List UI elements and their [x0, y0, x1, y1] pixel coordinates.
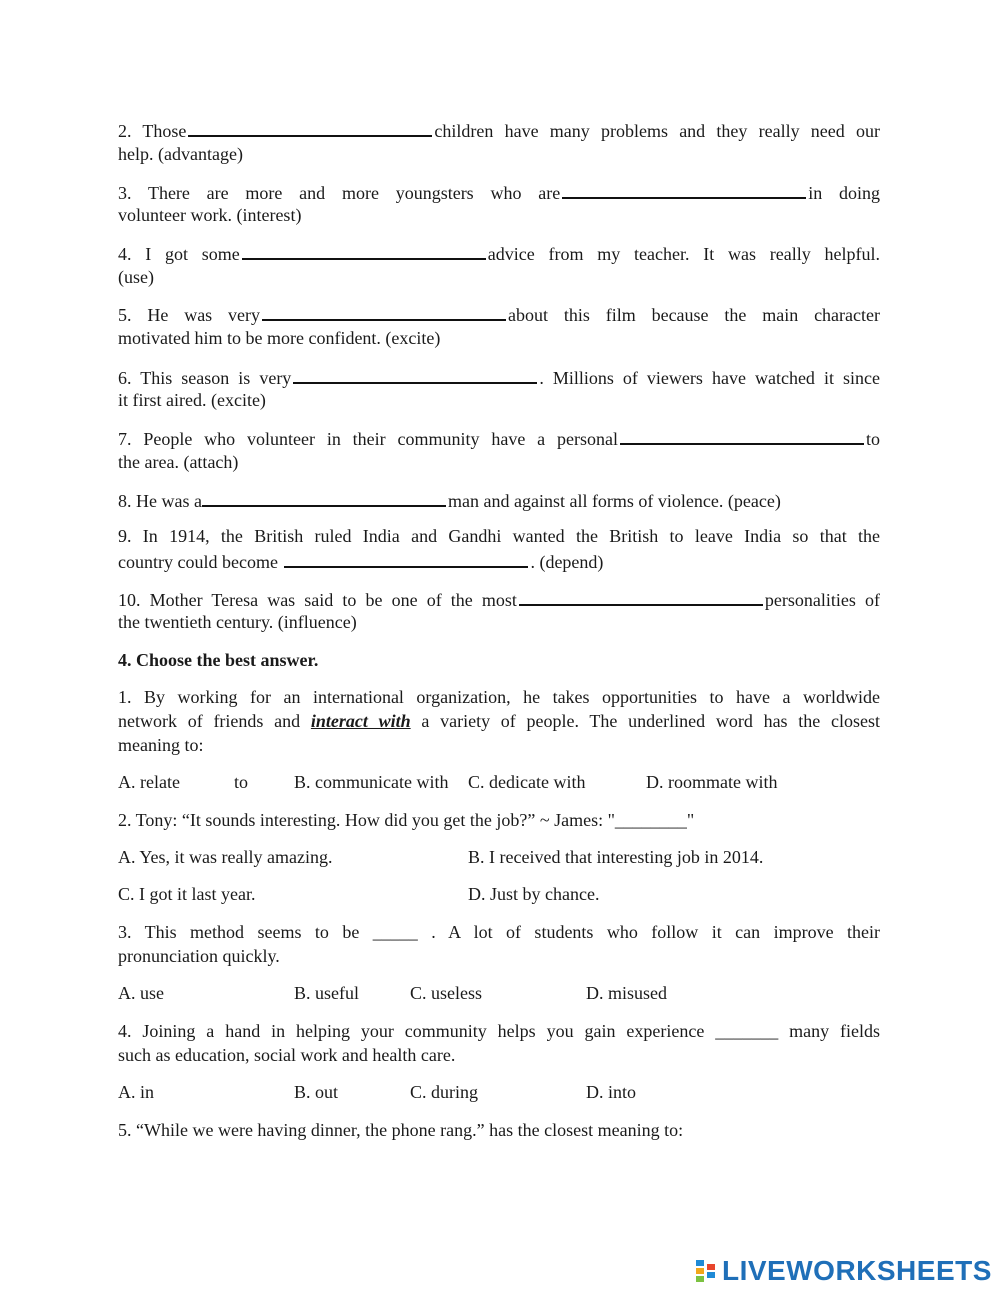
q9-line-1: 9. In 1914, the British ruled India and Gandhi wanted the British to leave India so that the	[118, 526, 880, 546]
option-d[interactable]: D. roommate with	[646, 772, 778, 792]
option-c[interactable]: C. useless	[410, 983, 482, 1003]
liveworksheets-logo	[696, 1256, 992, 1286]
option-a[interactable]: A. Yes, it was really amazing.	[118, 847, 333, 867]
option-d[interactable]: D. misused	[586, 983, 667, 1003]
option-c[interactable]: C. dedicate with	[468, 772, 586, 792]
e4-q4-line-1: 4. Joining a hand in helping your community helps you gain experience _______ many fields	[118, 1021, 880, 1041]
q4-line-1: 4. I got some advice from my teacher. It was really helpful.	[118, 240, 880, 266]
e4-q1-line-3: meaning to:	[118, 735, 204, 755]
q4-line-2: (use)	[118, 267, 154, 287]
e4-q1-line-2: network of friends and interact with a variety of people. The underlined word has the closest	[118, 711, 881, 731]
logo-square-icon	[696, 1268, 704, 1274]
option-c[interactable]: C. I got it last year.	[118, 884, 256, 904]
logo-square-icon	[696, 1276, 704, 1282]
logo-text: LIVEWORKSHEETS	[722, 1255, 992, 1286]
logo-square-icon	[707, 1264, 715, 1270]
option-a[interactable]: A. in	[118, 1082, 154, 1102]
q6-line-1: 6. This season is very . Millions of viewers have watched it since	[118, 364, 880, 390]
q3-line-2: volunteer work. (interest)	[118, 205, 302, 225]
answer-blank[interactable]	[519, 586, 763, 606]
logo-mark-icon	[696, 1258, 718, 1284]
q5-line-1: 5. He was very about this film because the main character	[118, 301, 880, 327]
q6-line-2: it first aired. (excite)	[118, 390, 266, 410]
option-d[interactable]: D. into	[586, 1082, 637, 1102]
option-a[interactable]: A. use	[118, 983, 164, 1003]
option-b[interactable]: B. I received that interesting job in 2014.	[468, 847, 764, 867]
e4-q3-line-1: 3. This method seems to be _____ . A lot of students who follow it can improve their	[118, 922, 880, 942]
option-b[interactable]: B. communicate with	[294, 772, 449, 792]
q3-line-1: 3. There are more and more youngsters who are in doing	[118, 179, 880, 205]
answer-blank[interactable]	[188, 117, 432, 137]
option-b[interactable]: B. out	[294, 1082, 339, 1102]
e4-q3-line-2: pronunciation quickly.	[118, 946, 280, 966]
q2-line-1: 2. Those children have many problems and they really need our	[118, 117, 880, 143]
section-heading: 4. Choose the best answer.	[118, 650, 319, 670]
answer-blank[interactable]	[262, 301, 506, 321]
q7-line-1: 7. People who volunteer in their community have a personal to	[118, 425, 880, 451]
e4-q1-line-1: 1. By working for an international organization, he takes opportunities to have a worldwide	[118, 687, 880, 707]
logo-square-icon	[707, 1272, 715, 1278]
logo-square-icon	[696, 1260, 704, 1266]
q5-line-2: motivated him to be more confident. (excite)	[118, 328, 441, 348]
answer-blank[interactable]	[284, 548, 528, 568]
option-a[interactable]: A. relate	[118, 772, 180, 792]
option-a-continued: to	[234, 772, 249, 792]
answer-blank[interactable]	[242, 240, 486, 260]
option-c[interactable]: C. during	[410, 1082, 479, 1102]
q10-line-2: the twentieth century. (influence)	[118, 612, 357, 632]
q7-line-2: the area. (attach)	[118, 452, 239, 472]
answer-blank[interactable]	[293, 364, 537, 384]
e4-q2-line-1: 2. Tony: “It sounds interesting. How did you get the job?” ~ James: "________"	[118, 810, 695, 830]
option-b[interactable]: B. useful	[294, 983, 359, 1003]
underlined-phrase: interact with	[310, 711, 411, 731]
e4-q4-line-2: such as education, social work and health care.	[118, 1045, 456, 1065]
e4-q5-line-1: 5. “While we were having dinner, the phone rang.” has the closest meaning to:	[118, 1120, 684, 1140]
option-d[interactable]: D. Just by chance.	[468, 884, 600, 904]
q9-line-2: country could become . (depend)	[118, 548, 880, 574]
q2-line-2: help. (advantage)	[118, 144, 243, 164]
q10-line-1: 10. Mother Teresa was said to be one of the most personalities of	[118, 586, 880, 612]
answer-blank[interactable]	[562, 179, 806, 199]
answer-blank[interactable]	[620, 425, 864, 445]
answer-blank[interactable]	[202, 487, 446, 507]
q8-line-1: 8. He was a man and against all forms of violence. (peace)	[118, 487, 880, 513]
